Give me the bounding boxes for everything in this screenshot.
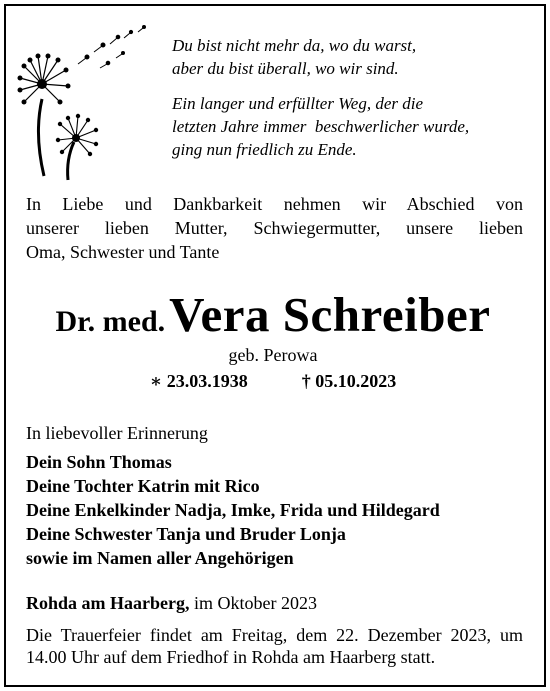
poem-line: ging nun friedlich zu Ende.	[172, 140, 357, 159]
funeral-info	[26, 624, 523, 668]
family-member: Deine Schwester Tanja und Bruder Lonja	[26, 524, 346, 544]
dandelion-icon	[16, 24, 166, 184]
poem-line: letzten Jahre immer beschwerlicher wurde,	[172, 117, 470, 136]
intro-text	[26, 192, 523, 264]
funeral-line: Die Trauerfeier findet am Freitag, dem 22. Dezember 2023, um	[26, 625, 523, 645]
poem-line: aber du bist überall, wo wir sind.	[172, 59, 399, 78]
funeral-line: 14.00 Uhr auf dem Friedhof in Rohda am Haarberg statt.	[26, 647, 436, 667]
memory-line: In liebevoller Erinnerung	[26, 423, 208, 443]
poem-line: Du bist nicht mehr da, wo du warst,	[172, 36, 417, 55]
poem-line: Ein langer und erfüllter Weg, der die	[172, 94, 424, 113]
deceased-fullname: Vera Schreiber	[169, 287, 491, 342]
family-member: sowie im Namen aller Angehörigen	[26, 548, 294, 568]
place-town: Rohda am Haarberg,	[26, 593, 190, 613]
birth-date: 23.03.1938	[166, 371, 248, 391]
deceased-title: Dr. med.	[55, 305, 166, 338]
place-month: im Oktober 2023	[194, 593, 317, 613]
poem-stanza-1	[172, 34, 532, 80]
life-dates	[0, 371, 546, 392]
death-cross-icon: †	[301, 371, 311, 391]
maiden-name: geb. Perowa	[228, 345, 318, 365]
deceased-name	[0, 286, 546, 343]
intro-line: Oma, Schwester und Tante	[26, 242, 220, 262]
intro-line: In Liebe und Dankbarkeit nehmen wir Abschied von	[26, 194, 523, 214]
family-member: Deine Tochter Katrin mit Rico	[26, 476, 260, 496]
intro-line: unserer lieben Mutter, Schwiegermutter, unsere lieben	[26, 218, 523, 238]
place-date	[26, 593, 317, 614]
poem	[172, 34, 532, 173]
family-member: Deine Enkelkinder Nadja, Imke, Frida und Hildegard	[26, 500, 440, 520]
birth-star-icon: ∗	[149, 371, 163, 391]
poem-stanza-2	[172, 92, 532, 161]
family-list	[26, 450, 440, 570]
death-date: 05.10.2023	[315, 371, 397, 391]
family-member: Dein Sohn Thomas	[26, 452, 172, 472]
